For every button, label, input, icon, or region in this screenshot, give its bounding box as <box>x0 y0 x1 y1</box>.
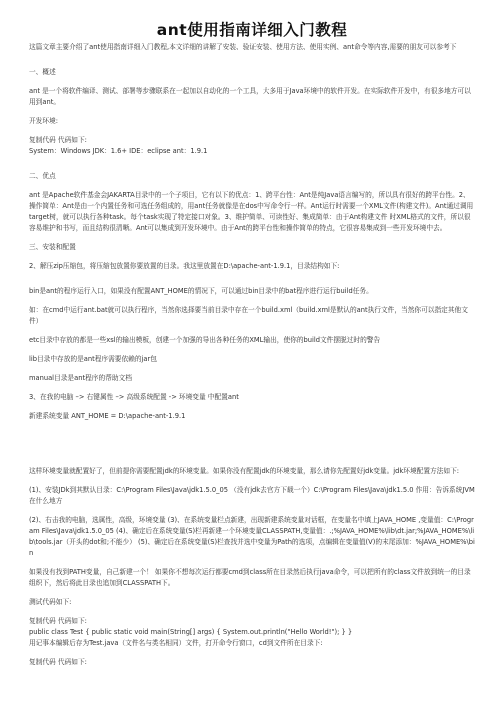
section-heading-overview: 一、概述 <box>29 68 56 76</box>
intro-paragraph: 这篇文章主要介绍了ant使用指南详细入门教程,本文详细的讲解了安装、验证安装、使用方法、使用实例、ant命令等内容,需要的朋友可以参考下 <box>29 43 457 51</box>
env-spec-line: System：Windows JDK：1.6+ IDE：eclipse ant：1.9.1 <box>29 147 208 155</box>
copy-code-label-2: 复制代码 代码如下: <box>29 617 87 625</box>
install-step-3: 3、在我的电脑 –> 右键属性 –> 高级系统配置 -> 环境变量 中配置ant <box>29 393 239 401</box>
page-title: ant使用指南详细入门教程 <box>156 21 348 39</box>
overview-paragraph: ant 是一个将软件编译、测试、部署等步骤联系在一起加以自动化的一个工具，大多用于Java环境中的软件开发。在实际软件开发中，有很多地方可以用到ant。 <box>29 87 471 106</box>
path-note-paragraph: 如果没有找到PATH变量，自己新建一个！ 如果你不想每次运行都要cmd到class所在目录然后执行java命令，可以把所有的class文件放到统一的目录组织下，然后将此目录也追加到CLASSPATH下。 <box>29 568 471 587</box>
section-heading-install: 三、安装和配置 <box>29 243 76 251</box>
jdk-env-intro: 这样环境变量就配置好了，但前提你需要配置jdk的环境变量。如果你没有配置jdk的环境变量，那么请你先配置好jdk变量。jdk环境配置方法如下: <box>29 467 460 475</box>
test-code-line: public class Test { public static void main(String[] args) { System.out.println("Hello World!"); } } <box>29 628 353 636</box>
etc-dir-paragraph: etc目录中存放的都是一些xsl的输出模板，创建一个加强的导出各种任务的XML输出，使你的build文件摆脱过时的警告 <box>29 336 381 344</box>
section-heading-advantages: 二、优点 <box>29 172 56 180</box>
save-test-paragraph: 用记事本编辑后存为Test.java（文件名与类名相同）文件，打开命令行窗口，cd到文件所在目录下: <box>29 639 323 647</box>
copy-code-label-3: 复制代码 代码如下: <box>29 658 87 666</box>
install-step-2: 2、解压zip压缩包，将压缩包放置你要放置的目录。我这里放置在D:\apache-ant-1.9.1，目录结构如下: <box>29 262 340 270</box>
dev-env-label: 开发环境: <box>29 117 59 125</box>
test-code-label: 测试代码如下: <box>29 598 72 606</box>
copy-code-label: 复制代码 代码如下: <box>29 136 87 144</box>
manual-dir-paragraph: manual目录是ant程序的帮助文档 <box>29 374 132 382</box>
jdk-steps-2-5: (2)、右击我的电脑，选属性，高级，环境变量 (3)、在系统变量栏点新建，出现新建系统变量对话框，在变量名中填上JAVA_HOME ,变量值：C:\Program Files\Java\jdk1.5.0_05 (4)、确定后在系统变量(S)栏再新建一个环境变量CLASSPATH,变量值：.;%JAVA_HOME%\lib\dt.jar;%JAVA_HOME%\lib\tools.jar（开头的dot和;不能少） (5)、确定后在系统变量(S)栏查找并选中变量为Path的选项，点编辑在变量值(V)的末尾添加：%JAVA_HOME%\bin <box>29 516 475 557</box>
ant-home-line: 新建系统变量 ANT_HOME = D:\apache-ant-1.9.1 <box>29 412 186 420</box>
advantages-paragraph: ant 是Apache软件基金会JAKARTA目录中的一个子项目，它有以下的优点：1、跨平台性：Ant是纯Java语言编写的，所以具有很好的跨平台性。2、操作简单：Ant是由一个内置任务和可选任务组成的，用ant任务就像是在dos中写命令行一样。Ant运行时需要一个XML文件(构建文件)。Ant通过调用target树，就可以执行各种task。每个task实现了特定接口对象。3、维护简单、可读性好、集成简单：由于Ant构建文件 时XML格式的文件，所以很容易维护和书写，而且结构很清晰。Ant可以集成到开发环境中。由于Ant的跨平台性和操作简单的特点，它很容易集成到一些开发环境中去。 <box>29 191 474 232</box>
cmd-run-paragraph: 如：在cmd中运行ant.bat就可以执行程序，当然你选择要当前目录中存在一个build.xml（build.xml是默认的ant执行文件，当然你可以指定其他文件） <box>29 306 468 325</box>
lib-dir-paragraph: lib目录中存放的是ant程序需要依赖的jar包 <box>29 355 157 363</box>
jdk-step-1: (1)、安装JDk到其默认目录：C:\Program Files\Java\jdk1.5.0_05 （没有jdk去官方下载一个）C:\Program Files\Java\jdk1.5.0 作用：告诉系统JVM在什么地方 <box>29 486 475 505</box>
bin-dir-paragraph: bin是ant的程序运行入口，如果没有配置ANT_HOME的情况下，可以通过bin目录中的bat程序进行运行build任务。 <box>29 287 373 295</box>
